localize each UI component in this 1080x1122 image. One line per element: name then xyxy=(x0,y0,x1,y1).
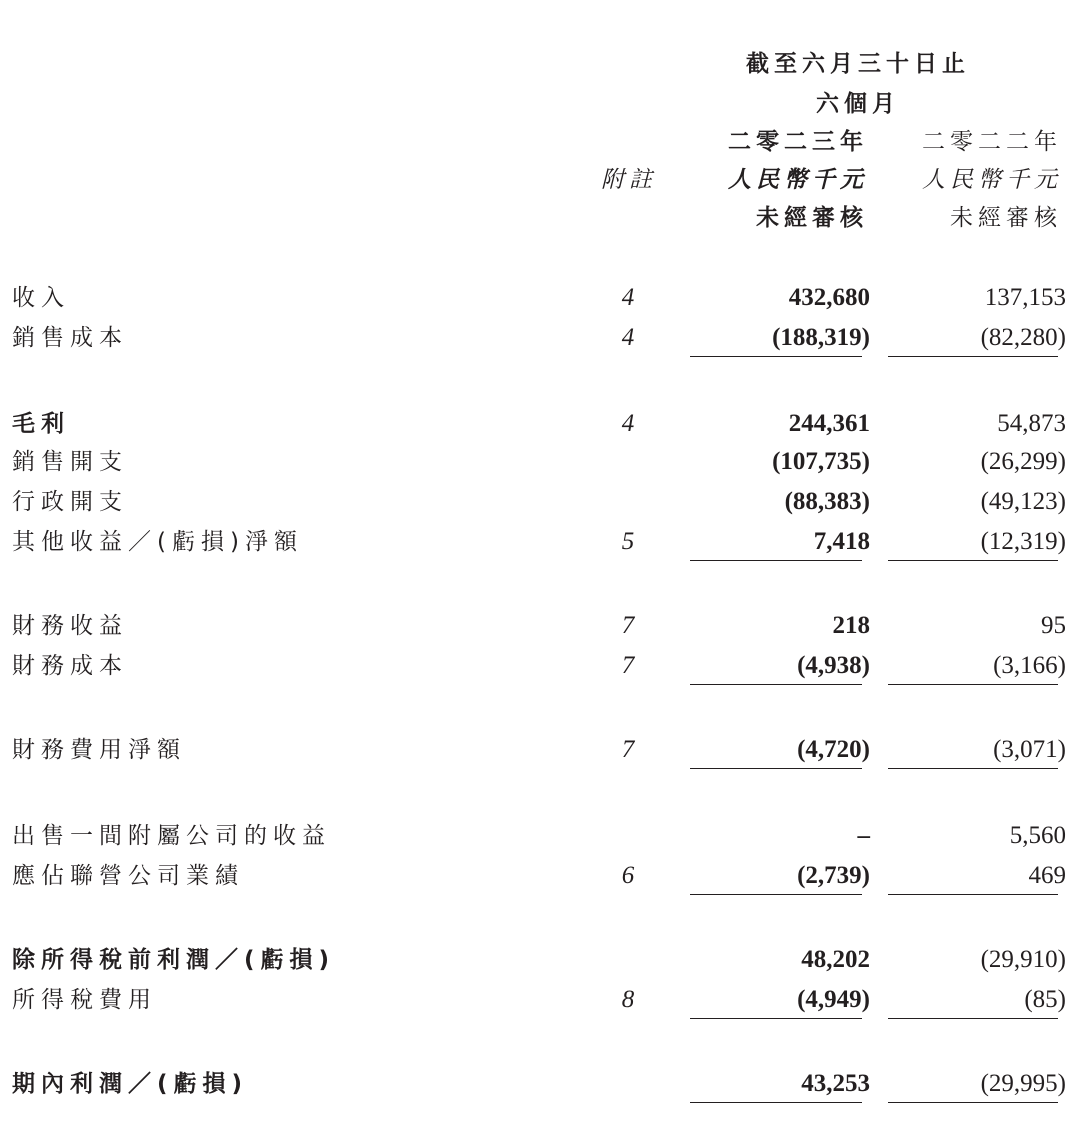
underline xyxy=(888,768,1058,769)
row-note-cost-of-sales: 4 xyxy=(621,324,635,351)
col-2023-year: 二零二三年 xyxy=(728,129,868,155)
underline xyxy=(888,1102,1058,1103)
row-label-cost-of-sales: 銷售成本 xyxy=(12,325,128,351)
row-2023-cost-of-sales: (188,319) xyxy=(772,324,870,351)
row-2023-net-finance-expenses: (4,720) xyxy=(797,736,870,763)
row-label-income-tax: 所得稅費用 xyxy=(12,987,157,1013)
row-label-gain-disposal-subsidiary: 出售一間附屬公司的收益 xyxy=(12,823,331,849)
row-note-revenue: 4 xyxy=(621,284,635,311)
row-note-other-gains: 5 xyxy=(621,528,635,555)
row-2023-share-of-associates: (2,739) xyxy=(797,862,870,889)
underline xyxy=(888,894,1058,895)
row-label-share-of-associates: 應佔聯營公司業績 xyxy=(12,863,244,889)
row-label-revenue: 收入 xyxy=(12,285,70,311)
row-label-profit-for-period: 期內利潤／(虧損) xyxy=(12,1071,249,1097)
row-2022-other-gains: (12,319) xyxy=(980,528,1066,555)
row-note-income-tax: 8 xyxy=(621,986,635,1013)
row-2022-gross-profit: 54,873 xyxy=(997,410,1066,437)
row-label-net-finance-expenses: 財務費用淨額 xyxy=(12,737,186,763)
underline xyxy=(690,356,862,357)
underline xyxy=(690,894,862,895)
row-label-finance-costs: 財務成本 xyxy=(12,653,128,679)
col-2022-year: 二零二二年 xyxy=(922,129,1062,155)
row-label-admin-expenses: 行政開支 xyxy=(12,489,128,515)
row-2022-cost-of-sales: (82,280) xyxy=(980,324,1066,351)
row-label-other-gains: 其他收益／(虧損)淨額 xyxy=(12,529,303,555)
row-2023-finance-costs: (4,938) xyxy=(797,652,870,679)
row-label-selling-expenses: 銷售開支 xyxy=(12,449,128,475)
row-2023-gain-disposal-subsidiary: – xyxy=(857,822,870,849)
row-label-finance-income: 財務收益 xyxy=(12,613,128,639)
row-2022-share-of-associates: 469 xyxy=(1028,862,1066,889)
underline xyxy=(888,684,1058,685)
col-2023-unit: 人民幣千元 xyxy=(728,167,868,193)
underline xyxy=(888,356,1058,357)
row-2022-admin-expenses: (49,123) xyxy=(980,488,1066,515)
col-2022-unit: 人民幣千元 xyxy=(922,167,1062,193)
underline xyxy=(690,560,862,561)
row-2022-finance-income: 95 xyxy=(1041,612,1066,639)
row-2022-net-finance-expenses: (3,071) xyxy=(993,736,1066,763)
row-2022-income-tax: (85) xyxy=(1024,986,1066,1013)
row-2022-selling-expenses: (26,299) xyxy=(980,448,1066,475)
row-2022-profit-before-tax: (29,910) xyxy=(980,946,1066,973)
row-2022-profit-for-period: (29,995) xyxy=(980,1070,1066,1097)
underline xyxy=(690,768,862,769)
row-2023-gross-profit: 244,361 xyxy=(788,410,870,437)
underline xyxy=(690,684,862,685)
row-note-gross-profit: 4 xyxy=(621,410,635,437)
row-label-gross-profit: 毛利 xyxy=(12,411,70,437)
col-2022-status: 未經審核 xyxy=(950,205,1062,231)
underline xyxy=(690,1102,862,1103)
period-header-line2: 六個月 xyxy=(816,91,900,117)
note-column-header: 附註 xyxy=(601,167,657,193)
underline xyxy=(888,1018,1058,1019)
row-2023-finance-income: 218 xyxy=(832,612,870,639)
row-note-finance-costs: 7 xyxy=(621,652,635,679)
row-note-finance-income: 7 xyxy=(621,612,635,639)
row-note-net-finance-expenses: 7 xyxy=(621,736,635,763)
row-label-profit-before-tax: 除所得稅前利潤／(虧損) xyxy=(12,947,336,973)
underline xyxy=(690,1018,862,1019)
row-2023-profit-before-tax: 48,202 xyxy=(801,946,870,973)
row-2023-other-gains: 7,418 xyxy=(813,528,870,555)
row-note-share-of-associates: 6 xyxy=(621,862,635,889)
row-2022-finance-costs: (3,166) xyxy=(993,652,1066,679)
row-2022-revenue: 137,153 xyxy=(984,284,1066,311)
row-2023-income-tax: (4,949) xyxy=(797,986,870,1013)
row-2023-selling-expenses: (107,735) xyxy=(772,448,870,475)
row-2023-profit-for-period: 43,253 xyxy=(801,1070,870,1097)
row-2023-admin-expenses: (88,383) xyxy=(784,488,870,515)
row-2023-revenue: 432,680 xyxy=(788,284,870,311)
underline xyxy=(888,560,1058,561)
period-header-line1: 截至六月三十日止 xyxy=(746,51,970,77)
row-2022-gain-disposal-subsidiary: 5,560 xyxy=(1009,822,1066,849)
col-2023-status: 未經審核 xyxy=(756,205,868,231)
